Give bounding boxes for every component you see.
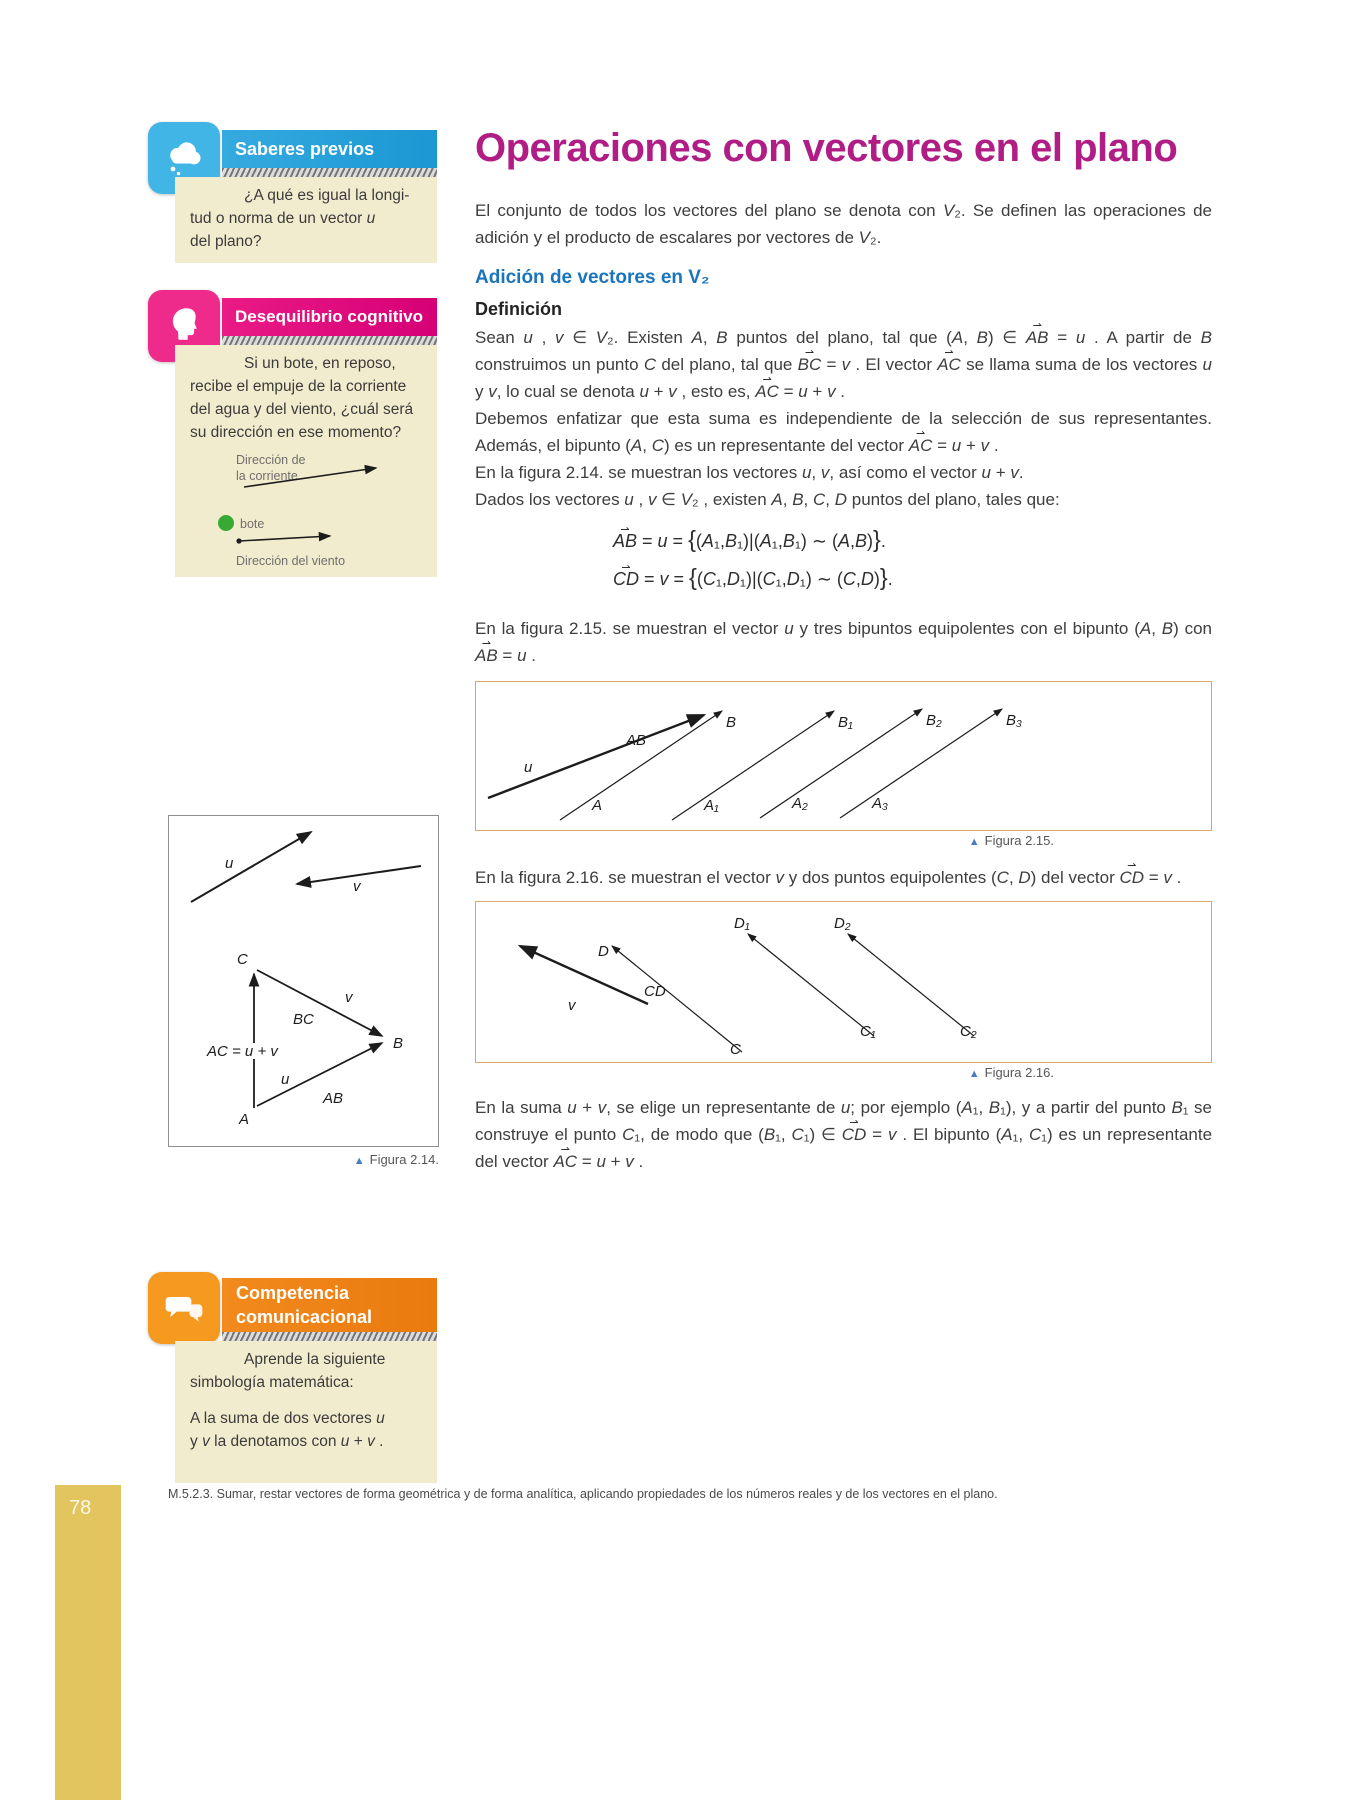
boat-wind-current-diagram: [190, 447, 420, 575]
boat-dot: [218, 515, 234, 531]
boat-label: bote: [240, 517, 265, 531]
paragraph-suma-representantes: En la suma u + v, se elige un representante de u; por ejemplo (A₁, B₁), y a partir del punto B₁ se construye el punto C₁, de modo que (B₁, C₁) ∈ ⇀ CD = v . El bipunto (A₁, C₁) es un representante del vector ⇀ AC = u + v .: [475, 1094, 1212, 1175]
saberes-previos-title: Saberes previos: [235, 138, 375, 159]
paragraph-figura-2-16: En la figura 2.16. se muestran el vector v y dos puntos equipolentes (C, D) del vector ⇀ CD = v .: [475, 864, 1212, 891]
page-number: 78: [69, 1497, 92, 1519]
fig215-u-label: u: [524, 759, 533, 776]
fig214-B-label: B: [393, 1035, 404, 1052]
current-direction-label-line2: la corriente: [236, 469, 298, 483]
set-notation-formulas: [613, 521, 1212, 597]
figure-2-14-caption-text: Figura 2.14.: [369, 1152, 439, 1167]
saberes-previos-hatch-strip: [222, 168, 437, 177]
section-heading-adicion: Adición de vectores en V₂: [475, 267, 710, 288]
fig214-v-label: v: [353, 878, 361, 895]
figure-2-15-diagram: [476, 682, 1207, 829]
main-column: [475, 126, 1212, 1175]
fig216-C2-label: C₂: [960, 1023, 977, 1040]
fig216-C1-label: C₁: [860, 1023, 876, 1040]
definition-label: Definición: [475, 299, 563, 319]
figure-2-14-caption: [168, 1152, 439, 1167]
curriculum-standard-note: M.5.2.3. Sumar, restar vectores de forma geométrica y de forma analítica, aplicando propiedades de los números reales y de los vectores en el plano.: [168, 1487, 998, 1501]
figure-caption-triangle-icon: ▲: [968, 1068, 980, 1080]
fig215-A3-label: A₃: [872, 795, 888, 812]
competencia-body: [175, 1341, 437, 1483]
figure-2-16-caption: [475, 1065, 1054, 1080]
fig215-AB-label: AB: [626, 732, 647, 749]
figure-2-14-frame: [168, 815, 439, 1147]
figure-2-16-frame: [475, 901, 1212, 1063]
paragraph-representantes: Debemos enfatizar que esta suma es independiente de la selección de sus representantes. Además, el bipunto (A, C) es un representante del vector ⇀ AC = u + v .: [475, 405, 1212, 459]
fig215-B2-label: B₂: [926, 712, 942, 729]
fig216-CD-label: CD: [644, 983, 666, 1000]
page-number-bar: [55, 1485, 121, 1800]
formula-AB: ⇀ AB = u = {(A₁,B₁)|(A₁,B₁) ∼ (A,B)}.: [613, 521, 1212, 559]
fig215-A2-label: A₂: [792, 795, 808, 812]
fig214-sum-label: AC = u + v: [207, 1043, 278, 1060]
fig216-D2-label: D₂: [834, 915, 851, 932]
paragraph-definicion: Sean u , v ∈ V₂. Existen A, B puntos del plano, tal que (A, B) ∈ ⇀ AB = u . A partir de B construimos un punto C del plano, tal que ⇀ BC = v . El vector ⇀ AC se llama suma de los vectores u y v, lo cual se denota u + v , esto es, ⇀ AC = u + v .: [475, 324, 1212, 405]
bipoint-A3B3-line: [840, 709, 1002, 818]
bipoint-C1D1-line: [748, 934, 874, 1036]
vector-BC-edge-arrow: [257, 970, 382, 1036]
figure-2-15-frame: [475, 681, 1212, 831]
formula-CD: ⇀ CD = v = {(C₁,D₁)|(C₁,D₁) ∼ (C,D)}.: [613, 559, 1212, 597]
competencia-header: [222, 1278, 437, 1332]
paragraph-dados-vectores: Dados los vectores u , v ∈ V₂ , existen A, B, C, D puntos del plano, tales que:: [475, 490, 1060, 509]
bipoint-C2D2-line: [848, 934, 974, 1036]
figure-2-15-caption-text: Figura 2.15.: [984, 833, 1054, 848]
fig215-A-label: A: [592, 797, 603, 814]
free-vector-u-arrow: [191, 832, 311, 902]
fig214-AB-label: AB: [323, 1090, 344, 1107]
thought-cloud-icon: [162, 136, 206, 180]
fig214-A-label: A: [239, 1111, 250, 1128]
fig216-C-label: C: [730, 1041, 741, 1058]
competencia-paragraph-2: A la suma de dos vectores u y v la denotamos con u + v .: [190, 1410, 385, 1450]
competencia-hatch-strip: [222, 1332, 437, 1341]
figure-2-16-caption-text: Figura 2.16.: [984, 1065, 1054, 1080]
fig215-A1-label: A₁: [704, 797, 719, 814]
fig215-B3-label: B₃: [1006, 712, 1022, 729]
bipoint-CD-line: [612, 946, 742, 1052]
wind-arrow: [239, 536, 330, 541]
fig216-D1-label: D₁: [734, 915, 750, 932]
figure-2-16-diagram: [476, 902, 1207, 1060]
fig214-v-edge-label: v: [345, 989, 353, 1006]
thinking-head-icon: [162, 304, 206, 348]
fig215-B-label: B: [726, 714, 737, 731]
fig214-BC-label: BC: [293, 1011, 314, 1028]
wind-direction-label: Dirección del viento: [236, 554, 346, 568]
saberes-previos-body: ¿A qué es igual la longi- tud o norma de un vector u del plano?: [175, 177, 437, 263]
fig214-C-label: C: [237, 951, 248, 968]
competencia-title-line2: comunicacional: [236, 1307, 373, 1327]
competencia-paragraph-1: Aprende la siguiente simbología matemática:: [190, 1351, 386, 1391]
desequilibrio-header: [222, 298, 437, 336]
competencia-title-line1: Competencia: [236, 1283, 350, 1303]
saberes-previos-header: [222, 130, 437, 168]
desequilibrio-body: [175, 345, 437, 577]
figure-2-15-caption: [475, 833, 1054, 848]
intro-paragraph: El conjunto de todos los vectores del plano se denota con V₂. Se definen las operaciones de adición y el producto de escalares por vectores de V₂.: [475, 201, 1212, 247]
fig214-u-label: u: [225, 855, 234, 872]
desequilibrio-title: Desequilibrio cognitivo: [235, 307, 423, 326]
fig215-B1-label: B₁: [838, 714, 853, 731]
paragraph-figura-2-14: En la figura 2.14. se muestran los vectores u, v, así como el vector u + v.: [475, 463, 1024, 482]
fig216-v-label: v: [568, 997, 576, 1014]
figure-caption-triangle-icon: ▲: [353, 1155, 365, 1167]
figure-caption-triangle-icon: ▲: [968, 836, 980, 848]
figure-2-14-diagram: [169, 816, 438, 1146]
paragraph-figura-2-15: En la figura 2.15. se muestran el vector u y tres bipuntos equipolentes con el bipunto (A, B) con ⇀ AB = u .: [475, 615, 1212, 669]
current-direction-label-line1: Dirección de: [236, 453, 306, 467]
bipoint-A1B1-line: [672, 711, 834, 820]
vector-u-arrow: [488, 715, 704, 798]
desequilibrio-hatch-strip: [222, 336, 437, 345]
fig214-u-edge-label: u: [281, 1071, 290, 1088]
vector-v-arrow: [520, 946, 648, 1004]
fig216-D-label: D: [598, 943, 609, 960]
page-title: Operaciones con vectores en el plano: [475, 126, 1178, 170]
bipoint-AB-line: [560, 711, 722, 820]
speech-bubbles-icon: [162, 1286, 206, 1330]
competencia-icon-tile: [148, 1272, 220, 1344]
desequilibrio-question: Si un bote, en reposo, recibe el empuje de la corriente del agua y del viento, ¿cuál será su dirección en ese momento?: [190, 355, 414, 441]
